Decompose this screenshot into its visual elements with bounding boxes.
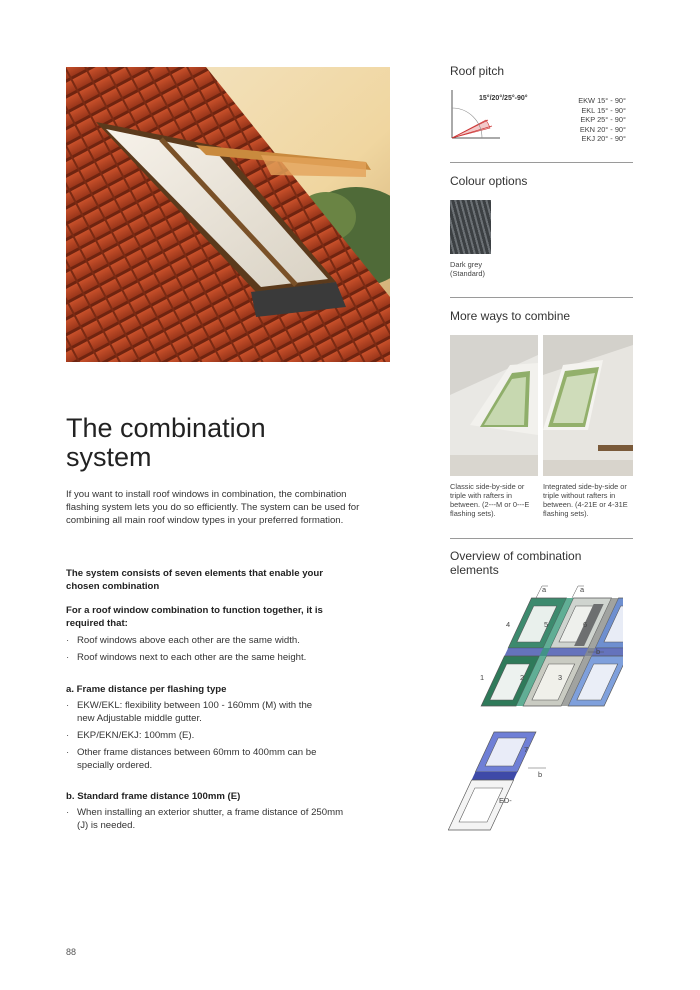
section-b-heading: b. Standard frame distance 100mm (E) [66,791,241,802]
page-number: 88 [66,947,77,957]
label-5: 5 [544,620,549,629]
seven-elements-heading: The system consists of seven elements that enable your chosen combination [66,568,323,592]
required-list [66,634,366,668]
combination-elements-diagram [448,584,623,836]
label-2: 2 [520,673,525,682]
label-b-lower: b [538,770,543,779]
more-ways-heading: More ways to combine [450,309,571,323]
label-ed: ED- [499,796,512,805]
page-title-line1: The combination [66,413,266,443]
roof-pitch-types [560,96,626,144]
label-1: 1 [480,673,485,682]
integrated-combination-photo [543,335,633,476]
classic-caption: Classic side-by-side or triple with rafters in between. (2-‑‑M or 0-‑‑E flashing sets). [450,482,530,518]
section-a-list [66,699,326,776]
intro-paragraph: If you want to install roof windows in combination, the combination flashing system lets you do so efficiently. The system can be used for combining all main roof window types in your preferred formation. [66,489,360,526]
dark-grey-swatch [450,200,491,254]
divider [450,162,633,163]
label-7: 7 [524,745,529,754]
required-heading: For a roof window combination to function together, it is required that: [66,605,323,629]
integrated-caption: Integrated side-by-side or triple without rafters in between. (4-21E or 4-31E flashing sets). [543,482,628,518]
swatch-label-line2: (Standard) [450,269,485,278]
overview-heading [450,549,581,577]
swatch-label-line1: Dark grey [450,260,483,269]
pitch-type: EKW 15° - 90° [578,96,626,105]
list-item: · Other frame distances between 60mm to 400mm can be specially ordered. [66,746,326,772]
divider [450,538,633,539]
list-item: · Roof windows above each other are the same width. [66,634,366,647]
list-item: · EKP/EKN/EKJ: 100mm (E). [66,729,326,742]
swatch-label [450,260,485,278]
classic-window-illustration [450,335,538,476]
pitch-type: EKJ 20° - 90° [581,134,626,143]
page-title [66,414,386,472]
label-4: 4 [506,620,511,629]
colour-options-heading: Colour options [450,174,528,188]
label-a-left: a [542,585,547,594]
hero-photo [66,67,390,362]
label-a-right: a [580,585,585,594]
section-a-heading: a. Frame distance per flashing type [66,684,227,695]
classic-combination-photo [450,335,538,476]
list-item: · EKW/EKL: flexibility between 100 - 160mm (M) with the new Adjustable middle gutter. [66,699,326,725]
pitch-type: EKL 15° - 90° [581,105,626,115]
section-b-list [66,806,356,836]
label-b-upper: b [596,647,601,656]
overview-heading-line2: elements [450,563,499,577]
list-item: · When installing an exterior shutter, a frame distance of 250mm (J) is needed. [66,806,356,832]
label-6: 6 [583,620,588,629]
roof-pitch-heading: Roof pitch [450,64,505,78]
roof-pitch-angle: 15°/20°/25°-90° [479,95,528,102]
roof-window-illustration [66,67,390,362]
divider [450,297,633,298]
pitch-type: EKN 20° - 90° [579,124,626,134]
flashing-elements-illustration [448,584,623,836]
integrated-window-illustration [543,335,633,476]
label-3: 3 [558,673,563,682]
list-item: · Roof windows next to each other are the same height. [66,651,366,664]
pitch-type: EKP 25° - 90° [580,115,626,124]
page-title-line2: system [66,442,152,472]
overview-heading-line1: Overview of combination [450,549,582,563]
